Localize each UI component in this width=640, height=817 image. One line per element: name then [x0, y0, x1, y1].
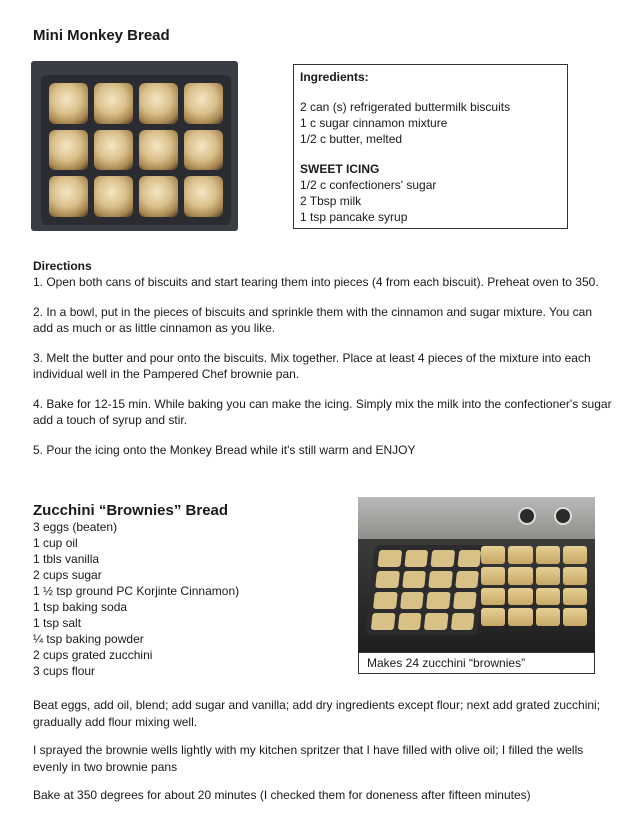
monkey-bread-piece: [94, 130, 133, 171]
pan-well: [455, 571, 479, 588]
pan-well: [430, 550, 454, 567]
monkey-bread-piece: [94, 176, 133, 217]
brownie-pan: [41, 75, 231, 225]
direction-step: 1. Open both cans of biscuits and start tearing them into pieces (4 from each biscuit). Preheat oven to 350.: [33, 275, 599, 289]
recipe-title-zucchini-brownies: Zucchini “Brownies” Bread: [33, 502, 229, 519]
instruction-paragraph: Bake at 350 degrees for about 20 minutes (I checked them for doneness after fifteen minutes): [33, 788, 531, 802]
brownie-piece: [536, 608, 560, 626]
monkey-bread-piece: [139, 130, 178, 171]
brownie-piece: [508, 588, 532, 606]
brownie-piece: [508, 567, 532, 585]
ingredient-item: 2 can (s) refrigerated buttermilk biscuits: [300, 100, 511, 114]
direction-step: 4. Bake for 12-15 min. While baking you can make the icing. Simply mix the milk into the confectioner's sugar add a touch of syrup and stir.: [33, 397, 612, 427]
brownie-piece: [481, 546, 505, 564]
brownie-piece: [536, 546, 560, 564]
icing-item: 1/2 c confectioners' sugar: [300, 178, 437, 192]
ingredient-item: 1 ½ tsp ground PC Korjinte Cinnamon): [33, 584, 240, 598]
pan-well: [424, 613, 448, 630]
brownie-piece: [481, 588, 505, 606]
direction-step: 3. Melt the butter and pour onto the biscuits. Mix together. Place at least 4 pieces of the mixture into each individual well in the Pampered Chef brownie pan.: [33, 351, 591, 381]
stove-panel: [358, 497, 595, 539]
ingredient-item: 3 eggs (beaten): [33, 520, 118, 534]
brownie-piece: [536, 567, 560, 585]
monkey-bread-piece: [139, 83, 178, 124]
instruction-paragraph: Beat eggs, add oil, blend; add sugar and vanilla; add dry ingredients except flour; next add grated zucchini; gradually add flour mixing well.: [33, 698, 601, 729]
directions-section: [33, 258, 613, 472]
brownie-piece: [481, 608, 505, 626]
monkey-bread-piece: [184, 176, 223, 217]
photo-caption: Makes 24 zucchini “brownies”: [358, 652, 595, 674]
ingredient-item: 2 cups sugar: [33, 568, 102, 582]
zucchini-instructions: [33, 697, 618, 815]
brownie-piece: [563, 567, 587, 585]
monkey-bread-piece: [184, 130, 223, 171]
ingredient-item: 1 tsp salt: [33, 616, 82, 630]
ingredient-item: 1/2 c butter, melted: [300, 132, 403, 146]
monkey-bread-piece: [49, 176, 88, 217]
brownie-piece: [508, 546, 532, 564]
monkey-bread-piece: [139, 176, 178, 217]
monkey-bread-piece: [49, 83, 88, 124]
monkey-bread-piece: [184, 83, 223, 124]
icing-item: 1 tsp pancake syrup: [300, 210, 408, 224]
ingredient-item: 1 c sugar cinnamon mixture: [300, 116, 448, 130]
instruction-paragraph: I sprayed the brownie wells lightly with my kitchen spritzer that I have filled with olive oil; I filled the wells evenly in two brownie pans: [33, 743, 584, 774]
pan-well: [404, 550, 428, 567]
direction-step: 2. In a bowl, put in the pieces of biscuits and sprinkle them with the cinnamon and sugar mixture. You can add as much or as little cinnamon as you like.: [33, 305, 592, 335]
stove-knob-icon: [554, 507, 572, 525]
stove-knob-icon: [518, 507, 536, 525]
brownie-piece: [563, 608, 587, 626]
ingredient-item: 1 cup oil: [33, 536, 78, 550]
monkey-bread-piece: [49, 130, 88, 171]
brownie-piece: [536, 588, 560, 606]
ingredients-box: [293, 64, 568, 229]
brownie-piece: [481, 567, 505, 585]
pan-well: [453, 592, 477, 609]
pan-well: [400, 592, 424, 609]
monkey-bread-piece: [94, 83, 133, 124]
pan-well: [397, 613, 421, 630]
brownie-piece: [563, 588, 587, 606]
ingredient-item: 1 tbls vanilla: [33, 552, 100, 566]
recipe-title-monkey-bread: Mini Monkey Bread: [33, 27, 170, 44]
empty-brownie-pan: [365, 545, 486, 635]
directions-heading: Directions: [33, 259, 92, 273]
ingredient-item: ¼ tsp baking powder: [33, 632, 144, 646]
zucchini-ingredients-list: [33, 519, 239, 679]
brownie-piece: [508, 608, 532, 626]
zucchini-brownies-photo: [358, 497, 595, 652]
baked-brownies: [478, 543, 590, 629]
pan-well: [373, 592, 397, 609]
pan-well: [402, 571, 426, 588]
icing-heading: SWEET ICING: [300, 162, 380, 176]
brownie-piece: [563, 546, 587, 564]
ingredient-item: 2 cups grated zucchini: [33, 648, 153, 662]
pan-well: [371, 613, 395, 630]
ingredient-item: 1 tsp baking soda: [33, 600, 128, 614]
ingredients-heading: Ingredients:: [300, 70, 369, 84]
pan-well: [375, 571, 399, 588]
pan-well: [377, 550, 401, 567]
pan-well: [428, 571, 452, 588]
ingredient-item: 3 cups flour: [33, 664, 96, 678]
icing-item: 2 Tbsp milk: [300, 194, 362, 208]
monkey-bread-photo: [31, 61, 238, 231]
pan-well: [450, 613, 474, 630]
pan-well: [426, 592, 450, 609]
direction-step: 5. Pour the icing onto the Monkey Bread while it's still warm and ENJOY: [33, 443, 416, 457]
